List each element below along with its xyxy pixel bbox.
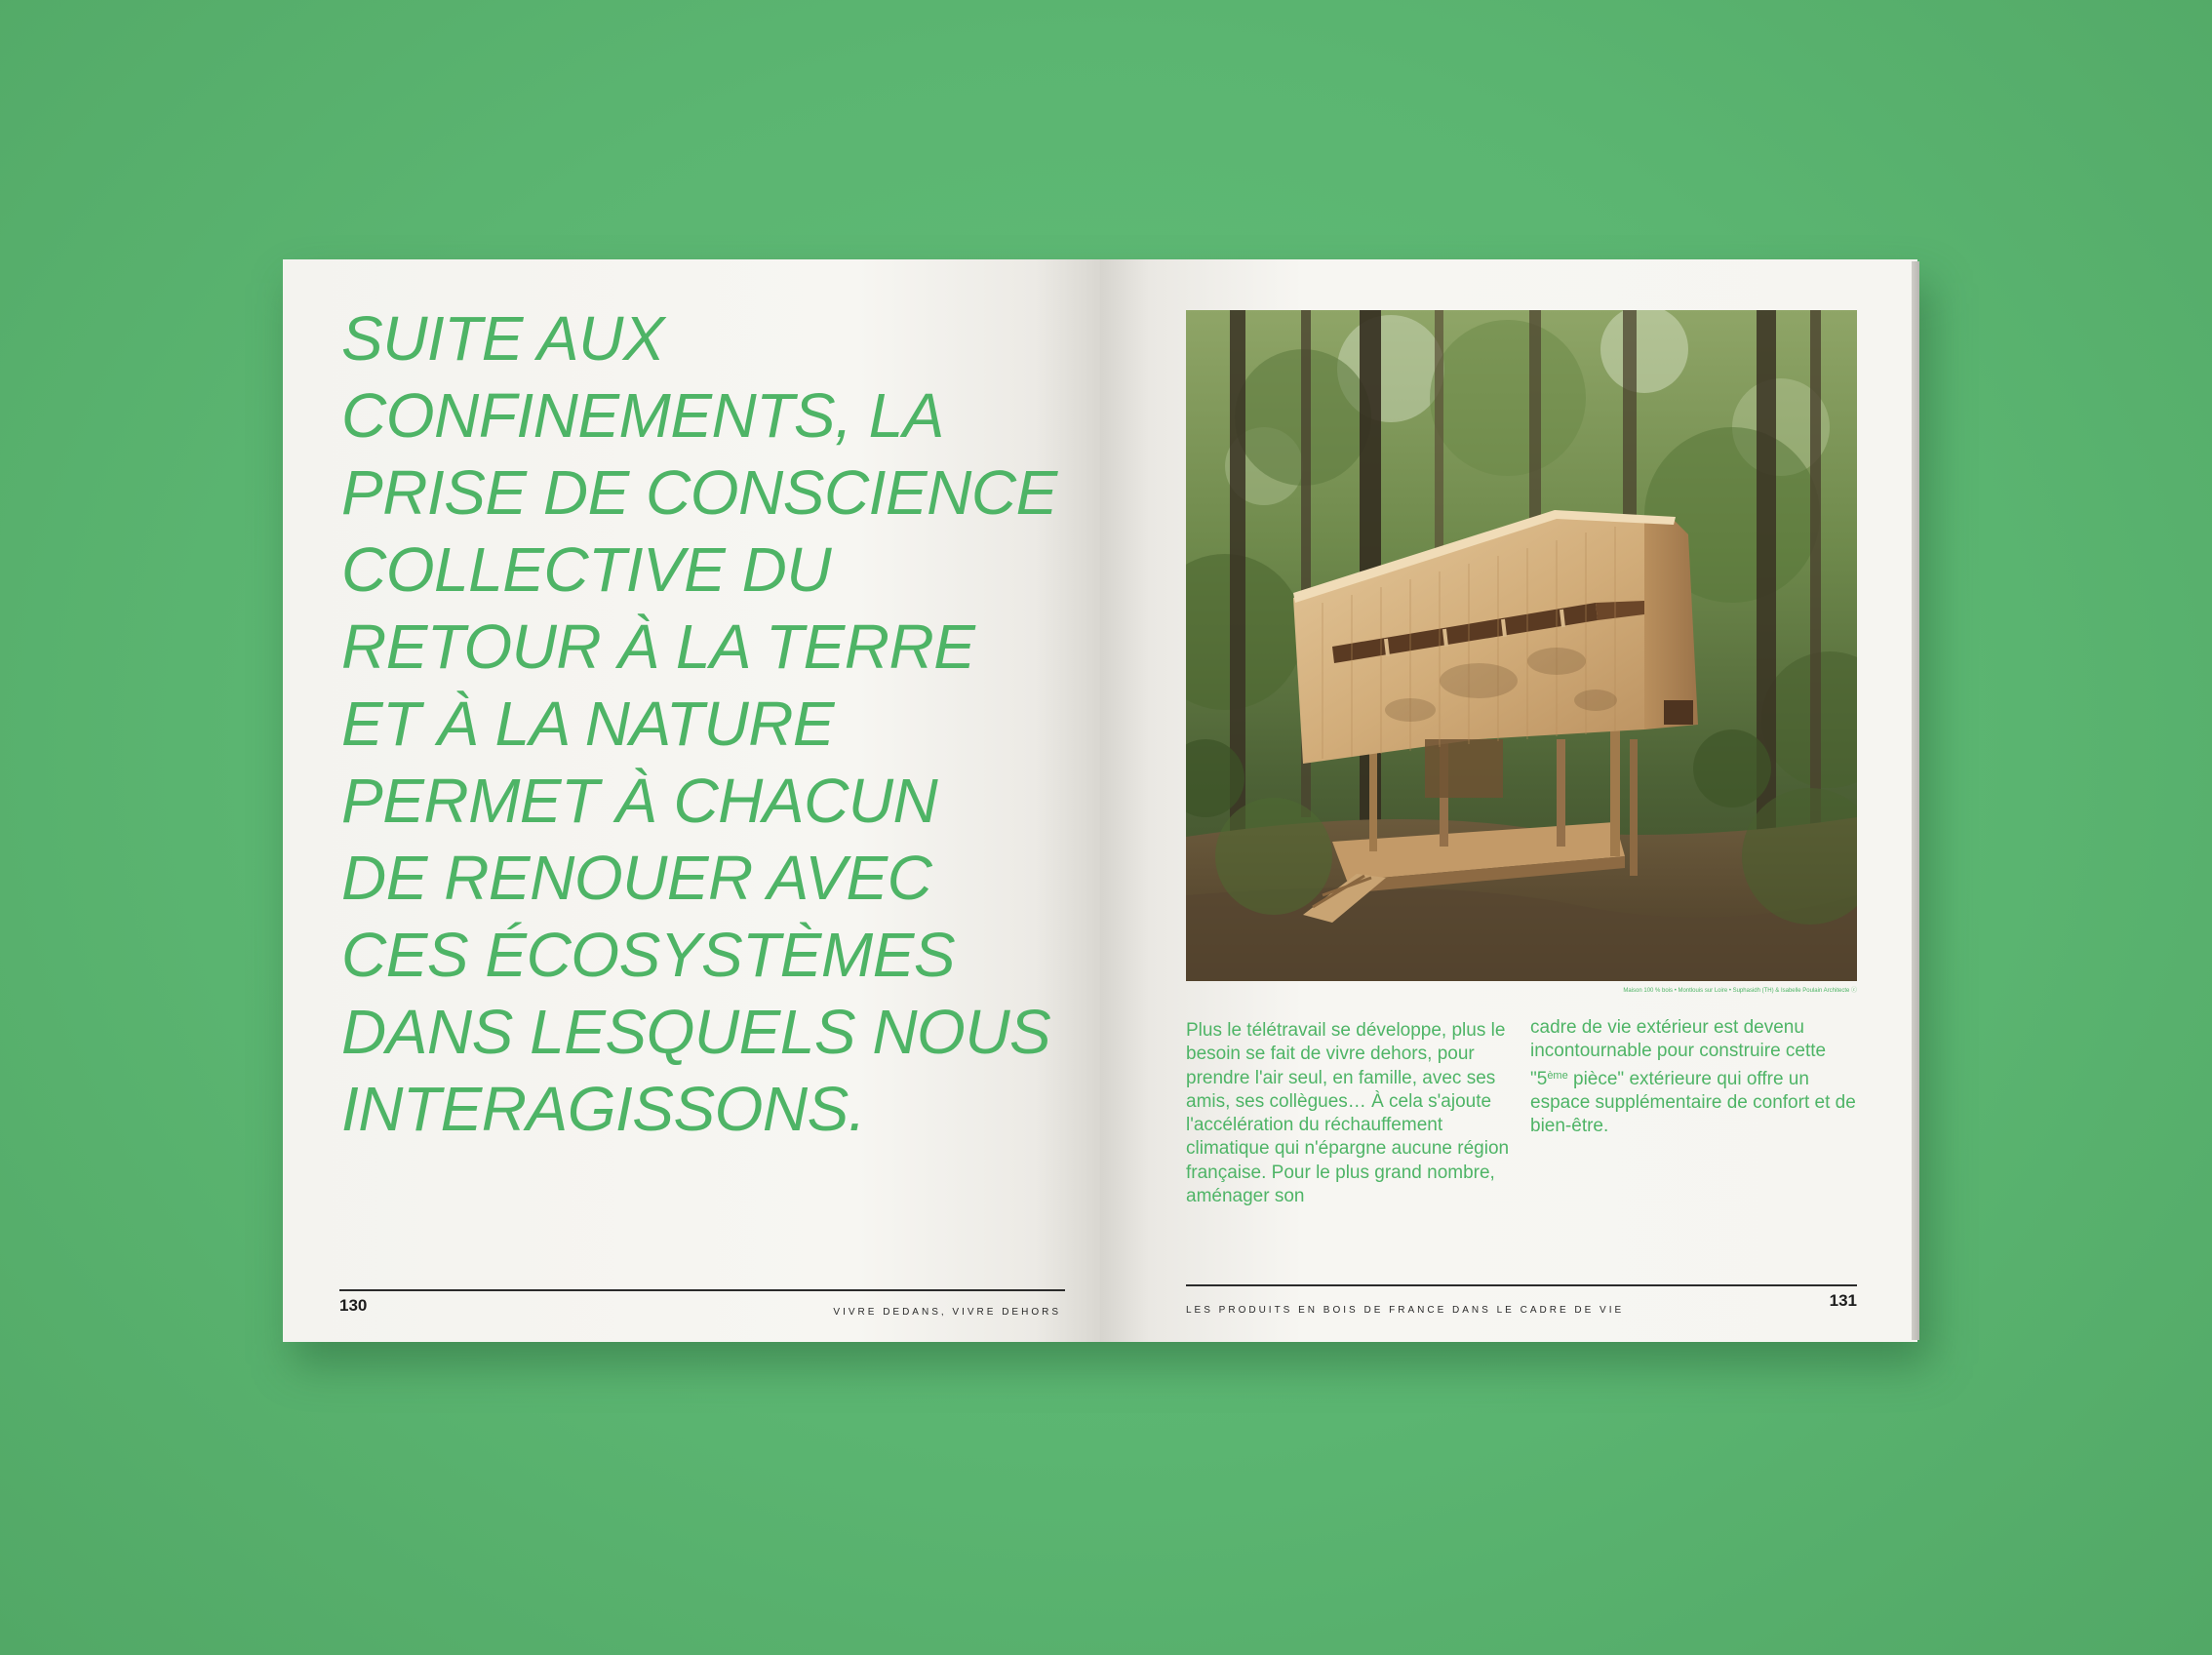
pull-quote — [341, 300, 1057, 1148]
page-number-right: 131 — [1829, 1291, 1857, 1310]
forest-wooden-house-photo — [1186, 310, 1857, 981]
body-column-2-text-end: pièce" extérieure qui offre un espace supplémentaire de confort et de bien-être. — [1530, 1068, 1856, 1137]
body-column-2-text: cadre de vie extérieur est devenu incontournable pour construire cette "5 — [1530, 1017, 1827, 1089]
quote-line: SUITE AUX — [341, 303, 664, 374]
quote-line: CES ÉCOSYSTÈMES — [341, 920, 956, 990]
footer-rule — [339, 1289, 1065, 1291]
quote-line: CONFINEMENTS, LA — [341, 380, 944, 451]
body-column-1: Plus le télétravail se développe, plus le besoin se fait de vivre dehors, pour prendre l'air seul, en famille, avec ses amis, ses collègues… À cela s'ajoute l'accélération du réchauffement climatique qui n'épargne aucune région française. Pour le plus grand nombre, aménager son — [1186, 1020, 1510, 1207]
photo-caption: Maison 100 % bois • Montlouis sur Loire • Suphasidh (TH) & Isabelle Poulain Architecte ⓒ — [1623, 988, 1857, 994]
page-edge — [1912, 261, 1919, 1340]
quote-line: PRISE DE CONSCIENCE — [341, 457, 1057, 528]
quote-line: COLLECTIVE DU — [341, 534, 832, 605]
quote-line: RETOUR À LA TERRE — [341, 611, 975, 682]
footer-rule — [1186, 1284, 1857, 1286]
quote-line: INTERAGISSONS. — [341, 1074, 866, 1144]
page-number-left: 130 — [339, 1296, 368, 1315]
quote-line: ET À LA NATURE — [341, 689, 835, 759]
superscript: ème — [1547, 1069, 1568, 1082]
quote-line: DANS LESQUELS NOUS — [341, 997, 1051, 1067]
body-column-2 — [1530, 1016, 1857, 1138]
running-head-right: LES PRODUITS EN BOIS DE FRANCE DANS LE CADRE DE VIE — [1186, 1305, 1625, 1316]
quote-line: DE RENOUER AVEC — [341, 843, 932, 913]
running-head-left: VIVRE DEDANS, VIVRE DEHORS — [833, 1307, 1061, 1318]
left-page — [283, 259, 1100, 1342]
quote-line: PERMET À CHACUN — [341, 766, 938, 836]
right-page — [1100, 259, 1917, 1342]
